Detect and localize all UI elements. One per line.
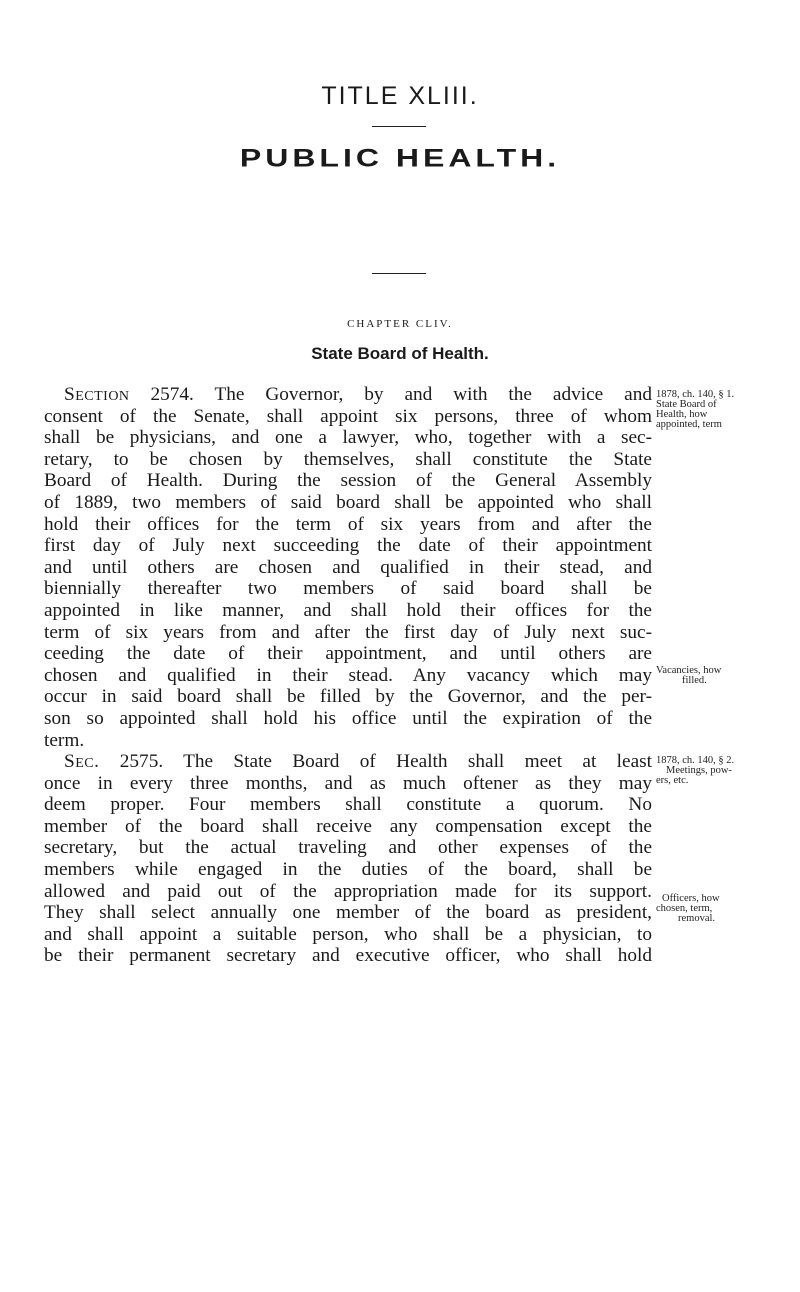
section-2574-first-line xyxy=(44,384,652,406)
margin-note-officers xyxy=(656,894,796,924)
text-line: 2575. The State Board of Health shall meet at least xyxy=(99,751,652,773)
margin-note-meetings xyxy=(656,756,796,786)
text-line: term of six years from and after the first day of July next suc- xyxy=(44,621,652,643)
text-line: hold their offices for the term of six years from and after the xyxy=(44,513,652,535)
margin-note-line: Health, how xyxy=(656,409,708,420)
text-line: of 1889, two members of said board shall be appointed who shall xyxy=(44,491,652,513)
margin-note-board-appointed xyxy=(656,390,796,430)
text-line: term. xyxy=(44,729,85,751)
margin-note-line: removal. xyxy=(678,913,716,924)
text-line: and until others are chosen and qualified in their stead, and xyxy=(44,556,652,578)
text-line: occur in said board shall be filled by the Governor, and the per- xyxy=(44,686,652,708)
title-heading: TITLE XLIII. xyxy=(321,82,479,110)
text-line: biennially thereafter two members of said board shall be xyxy=(44,578,652,600)
section-label: Section xyxy=(64,384,130,405)
text-line: deem proper. Four members shall constitute a quorum. No xyxy=(44,794,652,816)
text-line: appointed in like manner, and shall hold their offices for the xyxy=(44,599,652,621)
margin-note-line: filled. xyxy=(682,675,707,686)
text-line: allowed and paid out of the appropriation made for its support. xyxy=(44,880,652,902)
text-line: shall be physicians, and one a lawyer, who, together with a sec- xyxy=(44,427,652,449)
margin-note-line: State Board of xyxy=(656,399,717,410)
margin-note-line: 1878, ch. 140, § 2. xyxy=(656,755,735,766)
margin-note-line: Officers, how xyxy=(662,893,720,904)
text-line: and shall appoint a suitable person, who shall be a physician, to xyxy=(44,923,652,945)
text-line: once in every three months, and as much oftener as they may xyxy=(44,772,652,794)
text-line: members while engaged in the duties of the board, shall be xyxy=(44,859,652,881)
subject-heading: PUBLIC HEALTH. xyxy=(239,144,561,173)
text-line: 2574. The Governor, by and with the advice and xyxy=(129,384,652,405)
margin-note-line: Vacancies, how xyxy=(656,665,722,676)
text-line: chosen and qualified in their stead. Any vacancy which may xyxy=(44,664,652,686)
margin-note-vacancies xyxy=(656,666,796,686)
title-rule xyxy=(372,126,426,127)
text-line: They shall select annually one member of the board as president, xyxy=(44,902,652,924)
margin-note-line: chosen, term, xyxy=(656,903,713,914)
subject-rule xyxy=(372,273,426,274)
chapter-heading: CHAPTER CLIV. xyxy=(347,318,453,330)
margin-note-line: Meetings, pow- xyxy=(666,765,732,776)
text-line: son so appointed shall hold his office until the expiration of the xyxy=(44,707,652,729)
margin-note-line: ers, etc. xyxy=(656,775,689,786)
text-line: secretary, but the actual traveling and other expenses of the xyxy=(44,837,652,859)
margin-note-line: appointed, term xyxy=(656,419,722,430)
text-line: member of the board shall receive any compensation except the xyxy=(44,815,652,837)
body-text xyxy=(44,384,652,967)
text-line: consent of the Senate, shall appoint six persons, three of whom xyxy=(44,405,652,427)
text-line: Board of Health. During the session of the General Assembly xyxy=(44,470,652,492)
section-label: Sec. xyxy=(64,751,100,773)
margin-note-line: 1878, ch. 140, § 1. xyxy=(656,389,735,400)
text-line: be their permanent secretary and executive officer, who shall hold xyxy=(44,945,652,967)
chapter-subject-heading: State Board of Health. xyxy=(311,344,489,363)
text-line: first day of July next succeeding the date of their appointment xyxy=(44,535,652,557)
text-line: ceeding the date of their appointment, and until others are xyxy=(44,643,652,665)
section-2575-first-line xyxy=(44,751,652,773)
text-line: retary, to be chosen by themselves, shall constitute the State xyxy=(44,448,652,470)
